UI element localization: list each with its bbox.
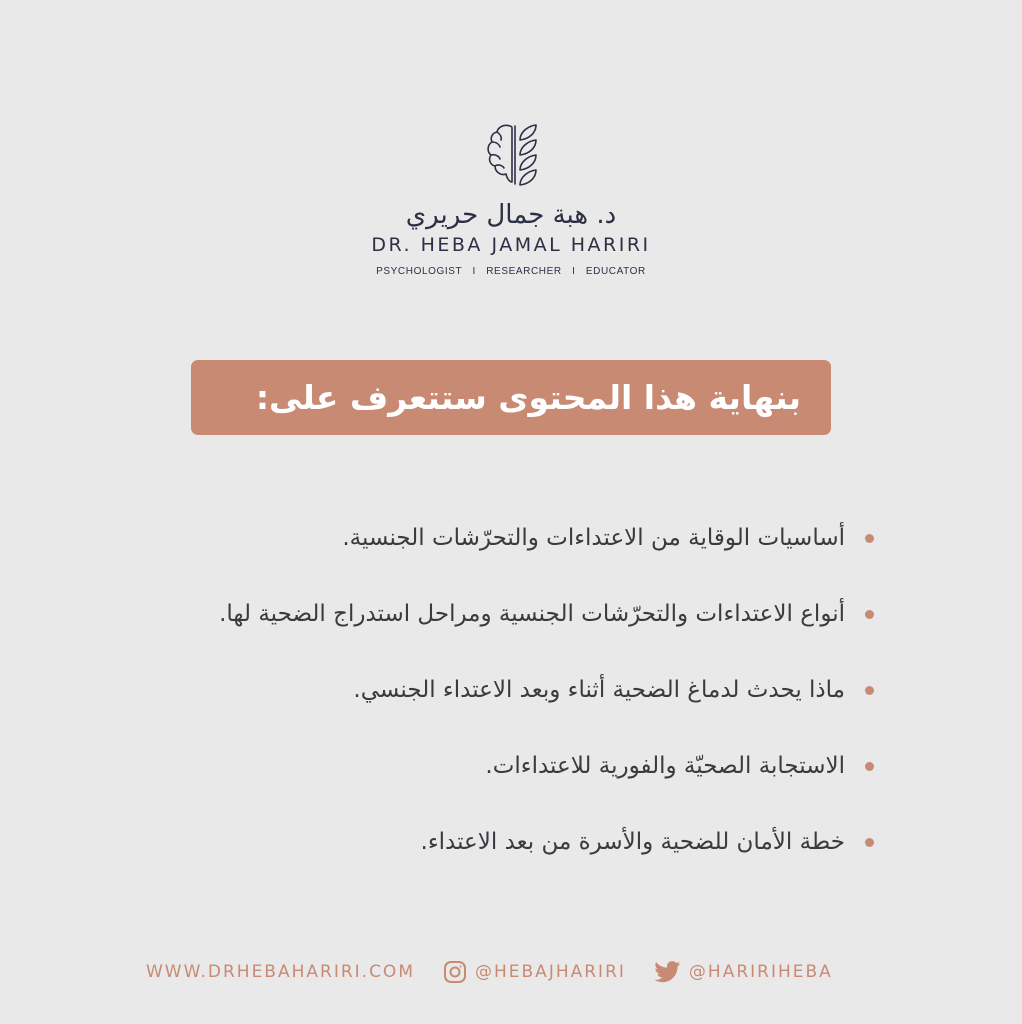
- bullet-dot-icon: [865, 534, 874, 543]
- title-banner: [191, 360, 831, 435]
- footer-contacts: [146, 956, 833, 988]
- bullet-dot-icon: [865, 686, 874, 695]
- list-item: [219, 804, 874, 880]
- list-item: [219, 652, 874, 728]
- list-item: [219, 576, 874, 652]
- brand-name-english: DR. HEBA JAMAL HARIRI: [371, 234, 651, 256]
- banner-title: بنهاية هذا المحتوى ستتعرف على:: [255, 378, 801, 417]
- bullet-dot-icon: [865, 838, 874, 847]
- brain-leaves-logo-icon: [484, 122, 542, 190]
- bullet-dot-icon: [865, 762, 874, 771]
- list-item-text: ماذا يحدث لدماغ الضحية أثناء وبعد الاعتداء الجنسي.: [353, 677, 845, 703]
- twitter-handle[interactable]: @HARIRIHEBA: [688, 962, 833, 982]
- brand-name-arabic: د. هبة جمال حريري: [405, 200, 617, 230]
- list-item-text: خطة الأمان للضحية والأسرة من بعد الاعتداء.: [420, 829, 845, 855]
- website-link[interactable]: WWW.DRHEBAHARIRI.COM: [146, 962, 415, 982]
- role-separator: I: [472, 266, 476, 277]
- role-researcher: RESEARCHER: [486, 266, 562, 277]
- instagram-icon: [443, 960, 467, 984]
- brand-roles: [0, 266, 1022, 277]
- role-educator: EDUCATOR: [585, 266, 646, 277]
- list-item-text: أساسيات الوقاية من الاعتداءات والتحرّشات الجنسية.: [342, 525, 845, 551]
- twitter-icon: [654, 961, 681, 983]
- learning-outcomes-list: [219, 500, 874, 880]
- list-item-text: الاستجابة الصحيّة والفورية للاعتداءات.: [485, 753, 845, 779]
- role-separator: I: [572, 266, 576, 277]
- bullet-dot-icon: [865, 610, 874, 619]
- role-psychologist: PSYCHOLOGIST: [376, 266, 463, 277]
- instagram-handle[interactable]: @HEBAJHARIRI: [475, 962, 626, 982]
- list-item-text: أنواع الاعتداءات والتحرّشات الجنسية ومراحل استدراج الضحية لها.: [219, 601, 845, 627]
- list-item: [219, 500, 874, 576]
- list-item: [219, 728, 874, 804]
